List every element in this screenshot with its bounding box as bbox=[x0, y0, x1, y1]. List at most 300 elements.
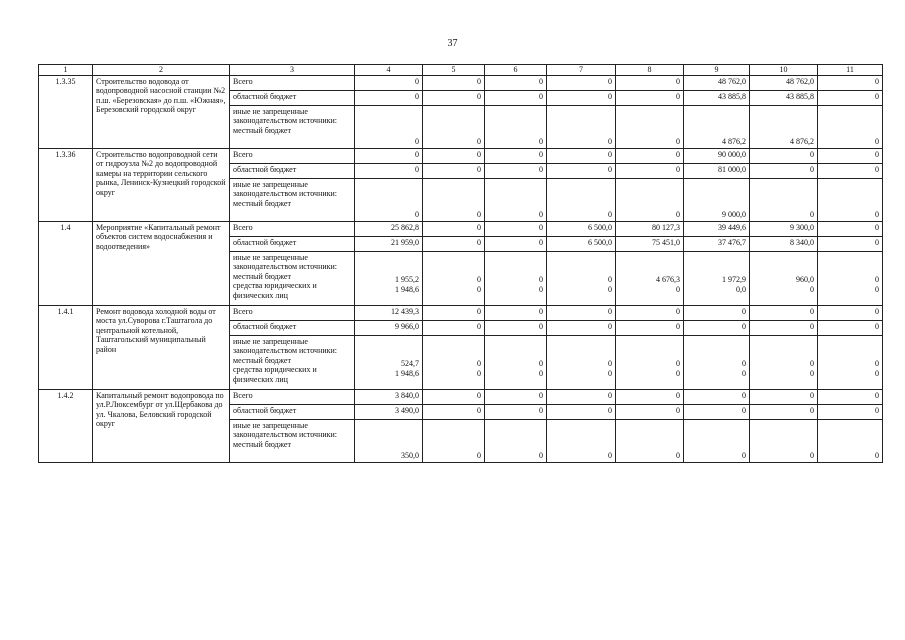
value-text: 0 bbox=[742, 306, 746, 316]
value-cell bbox=[423, 75, 485, 90]
funding-source-line: местный бюджет bbox=[233, 439, 291, 449]
value-cell bbox=[818, 320, 883, 335]
value-cell bbox=[750, 163, 818, 178]
value-text: 0 bbox=[810, 210, 814, 219]
value-text: 0 bbox=[539, 306, 543, 316]
value-text: 0 bbox=[477, 390, 481, 400]
value-cell bbox=[818, 389, 883, 404]
value-cell bbox=[750, 251, 818, 305]
value-cell bbox=[547, 419, 616, 462]
column-number: 10 bbox=[750, 65, 818, 76]
value-text: 524,7 bbox=[401, 359, 419, 368]
value-text: 0 bbox=[539, 210, 543, 219]
value-cell bbox=[485, 404, 547, 419]
value-cell bbox=[355, 75, 423, 90]
value-text: 0 bbox=[539, 368, 543, 378]
page-number: 37 bbox=[447, 38, 458, 49]
value-text: 0 bbox=[477, 149, 481, 159]
value-cell bbox=[684, 221, 750, 236]
value-text: 4 876,2 bbox=[790, 137, 814, 146]
value-text: 0 bbox=[676, 149, 680, 159]
value-text: 0 bbox=[742, 368, 746, 378]
value-text: 75 451,0 bbox=[652, 237, 680, 247]
value-cell bbox=[485, 251, 547, 305]
value-cell bbox=[423, 404, 485, 419]
value-text: 0 bbox=[539, 390, 543, 400]
value-text: 0 bbox=[676, 164, 680, 174]
value-cell bbox=[355, 90, 423, 105]
value-text: 0 bbox=[810, 306, 814, 316]
value-text: 4 676,3 bbox=[656, 275, 680, 284]
value-text: 0 bbox=[608, 149, 612, 159]
value-cell bbox=[616, 305, 684, 320]
value-spacer bbox=[488, 294, 543, 304]
value-text: 9 000,0 bbox=[722, 210, 746, 219]
value-text: 0 bbox=[608, 321, 612, 331]
value-text: 0 bbox=[477, 137, 481, 146]
value-text: 0 bbox=[415, 210, 419, 219]
value-text: 0 bbox=[415, 164, 419, 174]
value-spacer bbox=[687, 378, 746, 388]
row-code: 1.3.35 bbox=[39, 75, 93, 148]
value-text: 0 bbox=[742, 390, 746, 400]
value-cell bbox=[750, 320, 818, 335]
value-text: 0 bbox=[608, 76, 612, 86]
value-cell bbox=[355, 404, 423, 419]
value-cell bbox=[750, 419, 818, 462]
value-text: 6 500,0 bbox=[588, 237, 612, 247]
funding-source-line: местный бюджет bbox=[233, 198, 291, 208]
value-spacer bbox=[753, 294, 814, 304]
value-text: 0 bbox=[875, 390, 879, 400]
funding-source-line: иные не запрещенные законодательством источники: bbox=[233, 252, 338, 271]
funding-source bbox=[230, 75, 355, 90]
value-cell bbox=[750, 105, 818, 148]
value-text: 0 bbox=[477, 321, 481, 331]
value-text: 0 bbox=[539, 405, 543, 415]
value-text: 0 bbox=[608, 137, 612, 146]
value-cell bbox=[616, 320, 684, 335]
value-text: 0 bbox=[539, 359, 543, 368]
value-text: 43 885,8 bbox=[786, 91, 814, 101]
value-text: 0 bbox=[415, 76, 419, 86]
value-text: 4 876,2 bbox=[722, 137, 746, 146]
funding-source-line: Всего bbox=[233, 76, 253, 86]
value-text: 0 bbox=[676, 405, 680, 415]
value-cell bbox=[547, 163, 616, 178]
row-code: 1.4 bbox=[39, 221, 93, 305]
value-cell bbox=[355, 305, 423, 320]
value-text: 48 762,0 bbox=[786, 76, 814, 86]
value-text: 0 bbox=[742, 359, 746, 368]
value-text: 0 bbox=[608, 275, 612, 284]
value-spacer bbox=[821, 378, 879, 388]
value-text: 0 bbox=[608, 390, 612, 400]
value-text: 0 bbox=[539, 222, 543, 232]
value-text: 0 bbox=[477, 451, 481, 460]
value-text: 0 bbox=[477, 76, 481, 86]
value-cell bbox=[423, 178, 485, 221]
funding-source bbox=[230, 236, 355, 251]
funding-source-line: местный бюджет bbox=[233, 355, 291, 365]
value-cell bbox=[547, 404, 616, 419]
value-text: 8 340,0 bbox=[790, 237, 814, 247]
value-cell bbox=[423, 148, 485, 163]
value-cell bbox=[818, 404, 883, 419]
funding-source bbox=[230, 335, 355, 389]
value-text: 0 bbox=[477, 284, 481, 294]
value-text: 0 bbox=[477, 91, 481, 101]
value-text: 0 bbox=[415, 149, 419, 159]
value-cell bbox=[355, 148, 423, 163]
funding-source-line: Всего bbox=[233, 306, 253, 316]
value-cell bbox=[818, 105, 883, 148]
value-cell bbox=[423, 320, 485, 335]
value-cell bbox=[684, 148, 750, 163]
value-text: 0,0 bbox=[736, 284, 746, 294]
value-text: 0 bbox=[539, 76, 543, 86]
value-text: 1 955,2 bbox=[395, 275, 419, 284]
value-cell bbox=[818, 163, 883, 178]
value-text: 0 bbox=[875, 149, 879, 159]
row-name: Мероприятие «Капитальный ремонт объектов систем водоснабжения и водоотведения» bbox=[93, 221, 230, 305]
column-number: 8 bbox=[616, 65, 684, 76]
value-cell bbox=[750, 90, 818, 105]
value-text: 39 449,6 bbox=[718, 222, 746, 232]
value-text: 0 bbox=[608, 306, 612, 316]
funding-source-line: местный бюджет bbox=[233, 125, 291, 135]
value-cell bbox=[684, 404, 750, 419]
value-cell bbox=[616, 221, 684, 236]
value-cell bbox=[423, 236, 485, 251]
value-cell bbox=[684, 389, 750, 404]
value-spacer bbox=[821, 294, 879, 304]
value-spacer bbox=[488, 378, 543, 388]
table-row bbox=[39, 305, 883, 320]
value-text: 0 bbox=[875, 306, 879, 316]
value-cell bbox=[547, 90, 616, 105]
value-text: 0 bbox=[875, 359, 879, 368]
value-text: 0 bbox=[875, 137, 879, 146]
value-text: 1 948,6 bbox=[395, 368, 419, 378]
table-row bbox=[39, 389, 883, 404]
value-text: 0 bbox=[608, 405, 612, 415]
value-cell bbox=[616, 178, 684, 221]
funding-source-line: иные не запрещенные законодательством источники: bbox=[233, 179, 338, 198]
value-text: 0 bbox=[539, 237, 543, 247]
value-text: 9 300,0 bbox=[790, 222, 814, 232]
value-spacer bbox=[358, 378, 419, 388]
value-text: 0 bbox=[875, 368, 879, 378]
value-cell bbox=[684, 251, 750, 305]
value-cell bbox=[355, 221, 423, 236]
value-spacer bbox=[753, 378, 814, 388]
value-text: 960,0 bbox=[796, 275, 814, 284]
value-text: 81 000,0 bbox=[718, 164, 746, 174]
value-cell bbox=[485, 335, 547, 389]
value-text: 0 bbox=[875, 451, 879, 460]
value-cell bbox=[818, 419, 883, 462]
value-text: 0 bbox=[676, 321, 680, 331]
value-text: 0 bbox=[875, 210, 879, 219]
funding-source-line: областной бюджет bbox=[233, 405, 297, 415]
value-cell bbox=[684, 105, 750, 148]
value-cell bbox=[616, 335, 684, 389]
value-text: 21 959,0 bbox=[391, 237, 419, 247]
table-body bbox=[39, 65, 883, 463]
value-text: 0 bbox=[477, 237, 481, 247]
value-cell bbox=[818, 75, 883, 90]
value-cell bbox=[423, 389, 485, 404]
value-text: 0 bbox=[810, 405, 814, 415]
column-number: 2 bbox=[93, 65, 230, 76]
value-text: 0 bbox=[676, 76, 680, 86]
funding-source bbox=[230, 251, 355, 305]
value-text: 37 476,7 bbox=[718, 237, 746, 247]
value-cell bbox=[423, 90, 485, 105]
value-cell bbox=[750, 178, 818, 221]
value-text: 0 bbox=[477, 164, 481, 174]
value-cell bbox=[547, 389, 616, 404]
value-cell bbox=[750, 305, 818, 320]
value-cell bbox=[547, 335, 616, 389]
value-cell bbox=[616, 251, 684, 305]
funding-source bbox=[230, 305, 355, 320]
value-cell bbox=[616, 236, 684, 251]
funding-source-line: областной бюджет bbox=[233, 91, 297, 101]
value-text: 0 bbox=[608, 368, 612, 378]
funding-source bbox=[230, 163, 355, 178]
value-text: 0 bbox=[676, 451, 680, 460]
value-text: 0 bbox=[810, 321, 814, 331]
value-cell bbox=[485, 389, 547, 404]
value-text: 0 bbox=[875, 321, 879, 331]
column-number: 7 bbox=[547, 65, 616, 76]
value-spacer bbox=[619, 378, 680, 388]
value-cell bbox=[750, 221, 818, 236]
value-cell bbox=[684, 163, 750, 178]
value-text: 0 bbox=[875, 275, 879, 284]
value-text: 0 bbox=[875, 164, 879, 174]
value-cell bbox=[547, 105, 616, 148]
funding-source bbox=[230, 389, 355, 404]
column-number: 4 bbox=[355, 65, 423, 76]
value-cell bbox=[485, 75, 547, 90]
value-cell bbox=[423, 251, 485, 305]
value-cell bbox=[818, 335, 883, 389]
row-name: Капитальный ремонт водопровода по ул.Р.Люксембург от ул.Щербакова до ул. Чкалова, Беловский городской округ bbox=[93, 389, 230, 462]
funding-source-line: иные не запрещенные законодательством источники: bbox=[233, 336, 338, 355]
value-text: 0 bbox=[539, 451, 543, 460]
value-cell bbox=[684, 335, 750, 389]
value-text: 0 bbox=[539, 284, 543, 294]
value-cell bbox=[547, 320, 616, 335]
value-text: 25 862,8 bbox=[391, 222, 419, 232]
value-text: 0 bbox=[608, 91, 612, 101]
value-text: 0 bbox=[676, 91, 680, 101]
value-cell bbox=[616, 105, 684, 148]
value-text: 0 bbox=[810, 359, 814, 368]
value-text: 0 bbox=[415, 91, 419, 101]
value-cell bbox=[547, 305, 616, 320]
value-cell bbox=[423, 105, 485, 148]
value-cell bbox=[547, 236, 616, 251]
value-text: 0 bbox=[742, 405, 746, 415]
value-cell bbox=[355, 178, 423, 221]
value-cell bbox=[818, 305, 883, 320]
value-cell bbox=[485, 320, 547, 335]
column-number: 9 bbox=[684, 65, 750, 76]
value-text: 6 500,0 bbox=[588, 222, 612, 232]
funding-source-line: иные не запрещенные законодательством источники: bbox=[233, 420, 338, 439]
value-cell bbox=[818, 178, 883, 221]
row-name: Строительство водовода от водопроводной насосной станции №2 п.ш. «Березовская» до п.ш. «Южная», Березовский городской округ bbox=[93, 75, 230, 148]
value-spacer bbox=[550, 378, 612, 388]
value-text: 0 bbox=[477, 222, 481, 232]
value-spacer bbox=[619, 294, 680, 304]
value-cell bbox=[616, 404, 684, 419]
funding-source-line: областной бюджет bbox=[233, 164, 297, 174]
value-text: 0 bbox=[539, 275, 543, 284]
value-cell bbox=[818, 90, 883, 105]
value-cell bbox=[616, 90, 684, 105]
table-row bbox=[39, 75, 883, 90]
value-spacer bbox=[550, 294, 612, 304]
funding-source-line: Всего bbox=[233, 390, 253, 400]
value-cell bbox=[485, 148, 547, 163]
value-cell bbox=[616, 163, 684, 178]
value-text: 0 bbox=[477, 306, 481, 316]
value-text: 0 bbox=[810, 368, 814, 378]
value-text: 3 490,0 bbox=[395, 405, 419, 415]
value-cell bbox=[355, 320, 423, 335]
value-cell bbox=[750, 335, 818, 389]
funding-source-line: областной бюджет bbox=[233, 321, 297, 331]
value-cell bbox=[684, 75, 750, 90]
value-text: 0 bbox=[676, 137, 680, 146]
row-code: 1.4.1 bbox=[39, 305, 93, 389]
value-text: 0 bbox=[415, 137, 419, 146]
value-text: 0 bbox=[608, 164, 612, 174]
value-text: 0 bbox=[608, 284, 612, 294]
value-text: 12 439,3 bbox=[391, 306, 419, 316]
value-spacer bbox=[426, 378, 481, 388]
value-cell bbox=[616, 389, 684, 404]
value-cell bbox=[485, 305, 547, 320]
value-text: 3 840,0 bbox=[395, 390, 419, 400]
value-cell bbox=[355, 335, 423, 389]
value-text: 0 bbox=[539, 149, 543, 159]
value-text: 0 bbox=[875, 76, 879, 86]
column-number-row bbox=[39, 65, 883, 76]
funding-source bbox=[230, 178, 355, 221]
funding-source-line: местный бюджет bbox=[233, 271, 291, 281]
funding-source bbox=[230, 148, 355, 163]
value-text: 0 bbox=[477, 405, 481, 415]
value-cell bbox=[818, 148, 883, 163]
row-code: 1.4.2 bbox=[39, 389, 93, 462]
value-text: 0 bbox=[742, 321, 746, 331]
funding-source-line: иные не запрещенные законодательством источники: bbox=[233, 106, 338, 125]
row-name: Ремонт водовода холодной воды от моста ул.Суворова г.Таштагола до центральной котельной, Таштагольский муниципальный район bbox=[93, 305, 230, 389]
value-cell bbox=[423, 419, 485, 462]
value-cell bbox=[423, 163, 485, 178]
value-text: 0 bbox=[477, 210, 481, 219]
value-cell bbox=[423, 335, 485, 389]
value-cell bbox=[684, 90, 750, 105]
value-cell bbox=[485, 419, 547, 462]
value-cell bbox=[547, 251, 616, 305]
value-cell bbox=[355, 251, 423, 305]
value-text: 0 bbox=[810, 390, 814, 400]
value-cell bbox=[355, 105, 423, 148]
value-text: 0 bbox=[477, 275, 481, 284]
value-spacer bbox=[358, 294, 419, 304]
value-cell bbox=[750, 148, 818, 163]
value-cell bbox=[684, 320, 750, 335]
value-cell bbox=[818, 221, 883, 236]
column-number: 5 bbox=[423, 65, 485, 76]
value-cell bbox=[818, 251, 883, 305]
funding-source-line: средства юридических и физических лиц bbox=[233, 365, 317, 384]
column-number: 11 bbox=[818, 65, 883, 76]
table-row bbox=[39, 221, 883, 236]
value-text: 0 bbox=[477, 359, 481, 368]
value-cell bbox=[750, 404, 818, 419]
value-text: 0 bbox=[676, 359, 680, 368]
value-cell bbox=[423, 221, 485, 236]
value-text: 0 bbox=[875, 237, 879, 247]
value-text: 0 bbox=[875, 222, 879, 232]
value-text: 0 bbox=[608, 210, 612, 219]
value-cell bbox=[355, 419, 423, 462]
value-cell bbox=[355, 163, 423, 178]
value-cell bbox=[750, 389, 818, 404]
funding-source-line: Всего bbox=[233, 222, 253, 232]
value-text: 0 bbox=[810, 284, 814, 294]
value-text: 80 127,3 bbox=[652, 222, 680, 232]
funding-source-line: Всего bbox=[233, 149, 253, 159]
value-cell bbox=[684, 178, 750, 221]
value-text: 0 bbox=[539, 137, 543, 146]
value-cell bbox=[485, 163, 547, 178]
value-text: 0 bbox=[742, 451, 746, 460]
value-text: 0 bbox=[810, 149, 814, 159]
value-text: 0 bbox=[810, 164, 814, 174]
value-text: 0 bbox=[676, 210, 680, 219]
value-cell bbox=[616, 75, 684, 90]
value-spacer bbox=[687, 294, 746, 304]
value-text: 9 966,0 bbox=[395, 321, 419, 331]
value-text: 0 bbox=[875, 91, 879, 101]
value-cell bbox=[485, 90, 547, 105]
funding-source bbox=[230, 221, 355, 236]
value-cell bbox=[485, 236, 547, 251]
value-text: 0 bbox=[676, 306, 680, 316]
funding-source bbox=[230, 404, 355, 419]
value-text: 0 bbox=[810, 451, 814, 460]
value-cell bbox=[616, 148, 684, 163]
value-text: 0 bbox=[676, 390, 680, 400]
value-cell bbox=[616, 419, 684, 462]
value-cell bbox=[547, 178, 616, 221]
value-cell bbox=[684, 305, 750, 320]
value-text: 0 bbox=[477, 368, 481, 378]
value-text: 1 972,9 bbox=[722, 275, 746, 284]
value-cell bbox=[485, 221, 547, 236]
value-cell bbox=[485, 105, 547, 148]
value-cell bbox=[818, 236, 883, 251]
